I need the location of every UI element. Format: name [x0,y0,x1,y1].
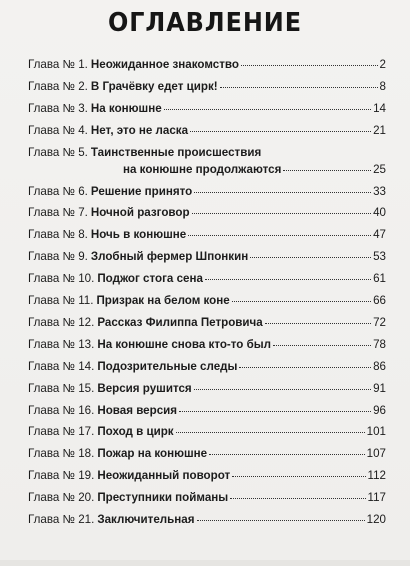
dot-leader [273,345,371,346]
page-number: 40 [373,206,386,220]
page-number: 25 [373,162,386,176]
chapter-title: Таинственные происшествия [90,145,262,159]
chapter-label: Глава № 7. [28,206,88,220]
chapter-title: Подозрительные следы [97,359,238,373]
dot-leader [164,109,371,110]
dot-leader [230,498,365,499]
chapter-title: Рассказ Филиппа Петровича [97,315,263,329]
chapter-title: Неожиданное знакомство [90,58,239,71]
dot-leader [241,65,378,66]
page-number: 112 [367,469,386,483]
chapter-title: Новая версия [97,403,178,417]
page-number: 120 [366,513,386,526]
chapter-title: Заключительная [97,513,195,526]
toc-entry-18 [28,447,386,460]
chapter-label: Глава № 8. [28,228,88,242]
page-number: 66 [373,294,386,307]
page-title: ОГЛАВЛЕНИЕ [108,8,302,38]
toc-entry-8 [28,228,386,241]
dot-leader [239,367,371,368]
chapter-title: Призрак на белом коне [96,294,230,307]
chapter-title: На конюшне снова кто-то был [97,337,272,351]
chapter-label: Глава № 2. [28,79,88,93]
chapter-label: Глава № 5. [28,145,88,159]
toc-entry-14 [28,360,386,373]
chapter-label: Глава № 15. [28,381,95,395]
toc-entry-9 [28,250,386,263]
dot-leader [194,192,371,193]
chapter-label: Глава № 13. [28,337,95,351]
toc-entry-11 [28,294,386,307]
chapter-title: Неожиданный поворот [97,469,231,483]
page-number: 47 [373,228,386,242]
page-number: 33 [373,184,386,198]
toc-entry-19 [28,469,386,482]
chapter-label: Глава № 12. [28,315,95,329]
chapter-label: Глава № 10. [28,272,95,286]
dot-leader [283,170,371,171]
chapter-label: Глава № 9. [28,250,88,264]
toc-entry-13 [28,338,386,351]
chapter-title: Решение принято [90,184,193,198]
page-number: 101 [366,425,386,439]
chapter-label: Глава № 1. [28,58,88,71]
dot-leader [205,279,371,280]
dot-leader [176,432,365,433]
dot-leader [265,323,371,324]
chapter-label: Глава № 17. [28,425,95,439]
chapter-label: Глава № 3. [28,101,88,115]
chapter-title: Пожар на конюшне [97,447,208,461]
chapter-label: Глава № 11. [28,294,94,307]
toc-entry-15 [28,382,386,395]
dot-leader [188,235,371,236]
page-number: 86 [373,359,386,373]
chapter-title: В Грачёвку едет цирк! [90,79,218,93]
page-bottom-edge [0,560,410,566]
chapter-title: Преступники пойманы [97,491,229,505]
dot-leader [232,476,365,477]
page-number: 72 [373,315,386,329]
toc-entry-2 [28,80,386,93]
toc-entry-16 [28,404,386,417]
dot-leader [220,87,378,88]
dot-leader [209,454,365,455]
chapter-title: Поджог стога сена [97,272,203,286]
dot-leader [190,131,371,132]
chapter-title: На конюшне [90,101,162,115]
toc-entry-5 [28,146,386,176]
chapter-title: Поход в цирк [97,425,174,439]
page-number: 107 [366,447,386,461]
page-number: 78 [373,337,386,351]
page-number: 8 [379,79,386,93]
toc-entry-12 [28,316,386,329]
page-number: 14 [373,101,386,115]
page-number: 96 [373,403,386,417]
chapter-title: Ночь в конюшне [90,228,187,242]
chapter-title: Злобный фермер Шпонкин [90,250,249,264]
page-number: 21 [373,123,386,137]
chapter-label: Глава № 18. [28,447,95,461]
toc-entry-20 [28,491,386,504]
toc-entry-1 [28,58,386,71]
chapter-label: Глава № 16. [28,403,95,417]
page-number: 2 [379,58,386,71]
page-number: 53 [373,250,386,264]
dot-leader [197,520,365,521]
chapter-label: Глава № 20. [28,491,95,505]
chapter-label: Глава № 6. [28,184,88,198]
page-number: 61 [373,272,386,286]
page-number: 91 [373,381,386,395]
dot-leader [192,213,372,214]
toc-entry-17 [28,425,386,438]
chapter-label: Глава № 21. [28,513,95,526]
chapter-title: Нет, это не ласка [90,123,189,137]
chapter-label: Глава № 19. [28,469,95,483]
toc-entry-7 [28,206,386,219]
chapter-title-continuation: на конюшне продолжаются [123,162,282,176]
chapter-title: Версия рушится [97,381,192,395]
toc-entry-21 [28,513,386,526]
dot-leader [179,411,371,412]
toc-entry-3 [28,102,386,115]
chapter-label: Глава № 14. [28,359,95,373]
chapter-label: Глава № 4. [28,123,88,137]
toc-entry-6 [28,185,386,198]
page-number: 117 [367,491,386,505]
toc-entry-10 [28,272,386,285]
dot-leader [232,301,371,302]
chapter-title: Ночной разговор [90,206,190,220]
dot-leader [194,389,371,390]
dot-leader [250,257,371,258]
toc-entry-4 [28,124,386,137]
